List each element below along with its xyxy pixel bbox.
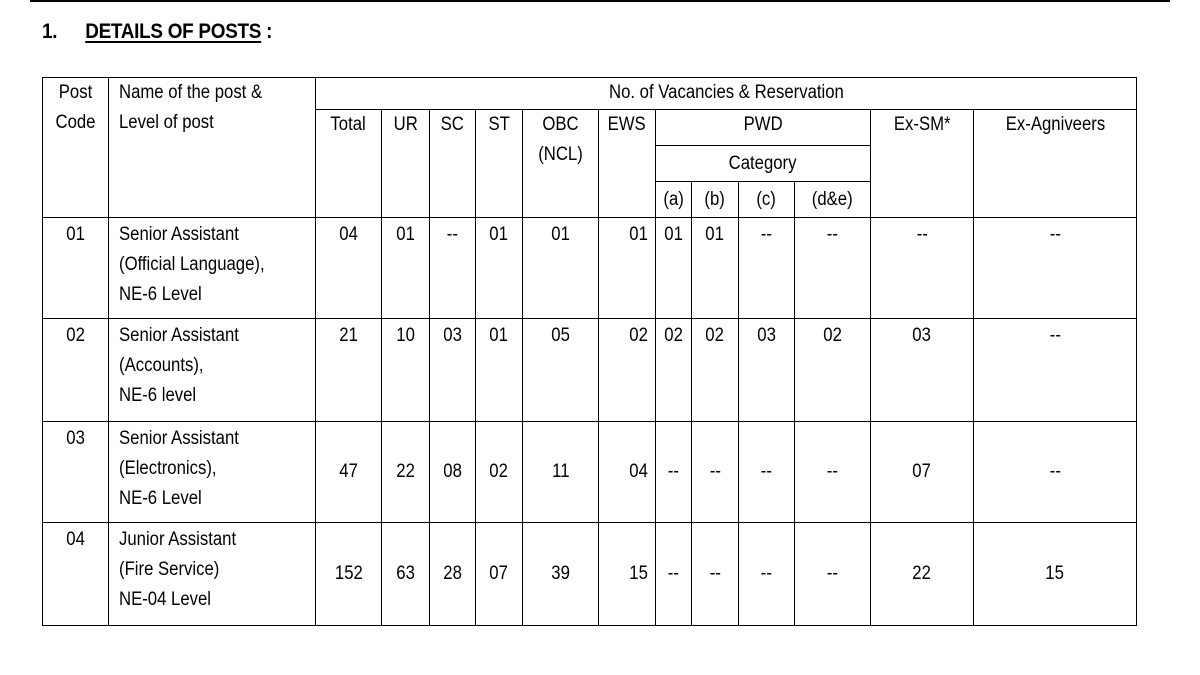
st-cell: 01	[476, 319, 523, 422]
post-code-cell: 01	[43, 218, 109, 319]
post-code-cell: 02	[43, 319, 109, 422]
pwd-de-cell: --	[795, 218, 871, 319]
section-heading	[42, 20, 272, 44]
total-cell: 152	[316, 523, 382, 626]
section-title: DETAILS OF POSTS	[85, 20, 262, 43]
obc-cell: 05	[523, 319, 599, 422]
obc-cell: 39	[523, 523, 599, 626]
sc-cell: 28	[430, 523, 476, 626]
pwd-c-cell: --	[739, 422, 795, 523]
pwd-a-cell: 02	[656, 319, 692, 422]
pwd-c-cell: --	[739, 218, 795, 319]
pwd-b-cell: 02	[692, 319, 739, 422]
exagniveers-cell: --	[974, 319, 1137, 422]
pwd-a-cell: 01	[656, 218, 692, 319]
pwd-a-cell: --	[656, 422, 692, 523]
header-obc: OBC (NCL)	[523, 110, 599, 218]
total-cell: 04	[316, 218, 382, 319]
header-post-name: Name of the post & Level of post	[109, 78, 316, 218]
table-row	[43, 319, 1137, 422]
exagniveers-cell: --	[974, 422, 1137, 523]
header-category: Category	[656, 146, 871, 182]
pwd-b-cell: 01	[692, 218, 739, 319]
exsm-cell: 22	[871, 523, 974, 626]
ews-cell: 04	[599, 422, 656, 523]
section-number: 1.	[42, 20, 58, 43]
exsm-cell: --	[871, 218, 974, 319]
exsm-cell: 03	[871, 319, 974, 422]
obc-cell: 11	[523, 422, 599, 523]
ur-cell: 63	[382, 523, 430, 626]
ur-cell: 10	[382, 319, 430, 422]
header-exagniveers: Ex-Agniveers	[974, 110, 1137, 218]
pwd-de-cell: 02	[795, 319, 871, 422]
exsm-cell: 07	[871, 422, 974, 523]
total-cell: 21	[316, 319, 382, 422]
pwd-a-cell: --	[656, 523, 692, 626]
ur-cell: 22	[382, 422, 430, 523]
header-ur: UR	[382, 110, 430, 218]
st-cell: 07	[476, 523, 523, 626]
pwd-b-cell: --	[692, 422, 739, 523]
pwd-b-cell: --	[692, 523, 739, 626]
header-pwd-c: (c)	[739, 182, 795, 218]
sc-cell: 08	[430, 422, 476, 523]
header-ews: EWS	[599, 110, 656, 218]
header-st: ST	[476, 110, 523, 218]
pwd-c-cell: 03	[739, 319, 795, 422]
header-sc: SC	[430, 110, 476, 218]
ews-cell: 01	[599, 218, 656, 319]
header-exsm: Ex-SM*	[871, 110, 974, 218]
table-row	[43, 218, 1137, 319]
post-name-cell: Junior Assistant (Fire Service) NE-04 Level	[109, 523, 316, 626]
sc-cell: --	[430, 218, 476, 319]
post-name-cell: Senior Assistant (Official Language), NE-6 Level	[109, 218, 316, 319]
table-row	[43, 523, 1137, 626]
section-suffix: :	[261, 20, 273, 43]
post-name-cell: Senior Assistant (Accounts), NE-6 level	[109, 319, 316, 422]
pwd-de-cell: --	[795, 422, 871, 523]
st-cell: 01	[476, 218, 523, 319]
ur-cell: 01	[382, 218, 430, 319]
sc-cell: 03	[430, 319, 476, 422]
header-post-code: Post Code	[43, 78, 109, 218]
post-name-cell: Senior Assistant (Electronics), NE-6 Level	[109, 422, 316, 523]
ews-cell: 02	[599, 319, 656, 422]
pwd-c-cell: --	[739, 523, 795, 626]
posts-table	[42, 77, 1137, 626]
header-pwd-a: (a)	[656, 182, 692, 218]
post-code-cell: 04	[43, 523, 109, 626]
header-vacancies: No. of Vacancies & Reservation	[316, 78, 1137, 110]
ews-cell: 15	[599, 523, 656, 626]
table-row	[43, 422, 1137, 523]
header-pwd: PWD	[656, 110, 871, 146]
post-code-cell: 03	[43, 422, 109, 523]
pwd-de-cell: --	[795, 523, 871, 626]
top-rule	[30, 0, 1170, 2]
exagniveers-cell: 15	[974, 523, 1137, 626]
exagniveers-cell: --	[974, 218, 1137, 319]
header-pwd-b: (b)	[692, 182, 739, 218]
st-cell: 02	[476, 422, 523, 523]
total-cell: 47	[316, 422, 382, 523]
obc-cell: 01	[523, 218, 599, 319]
header-total: Total	[316, 110, 382, 218]
header-pwd-de: (d&e)	[795, 182, 871, 218]
